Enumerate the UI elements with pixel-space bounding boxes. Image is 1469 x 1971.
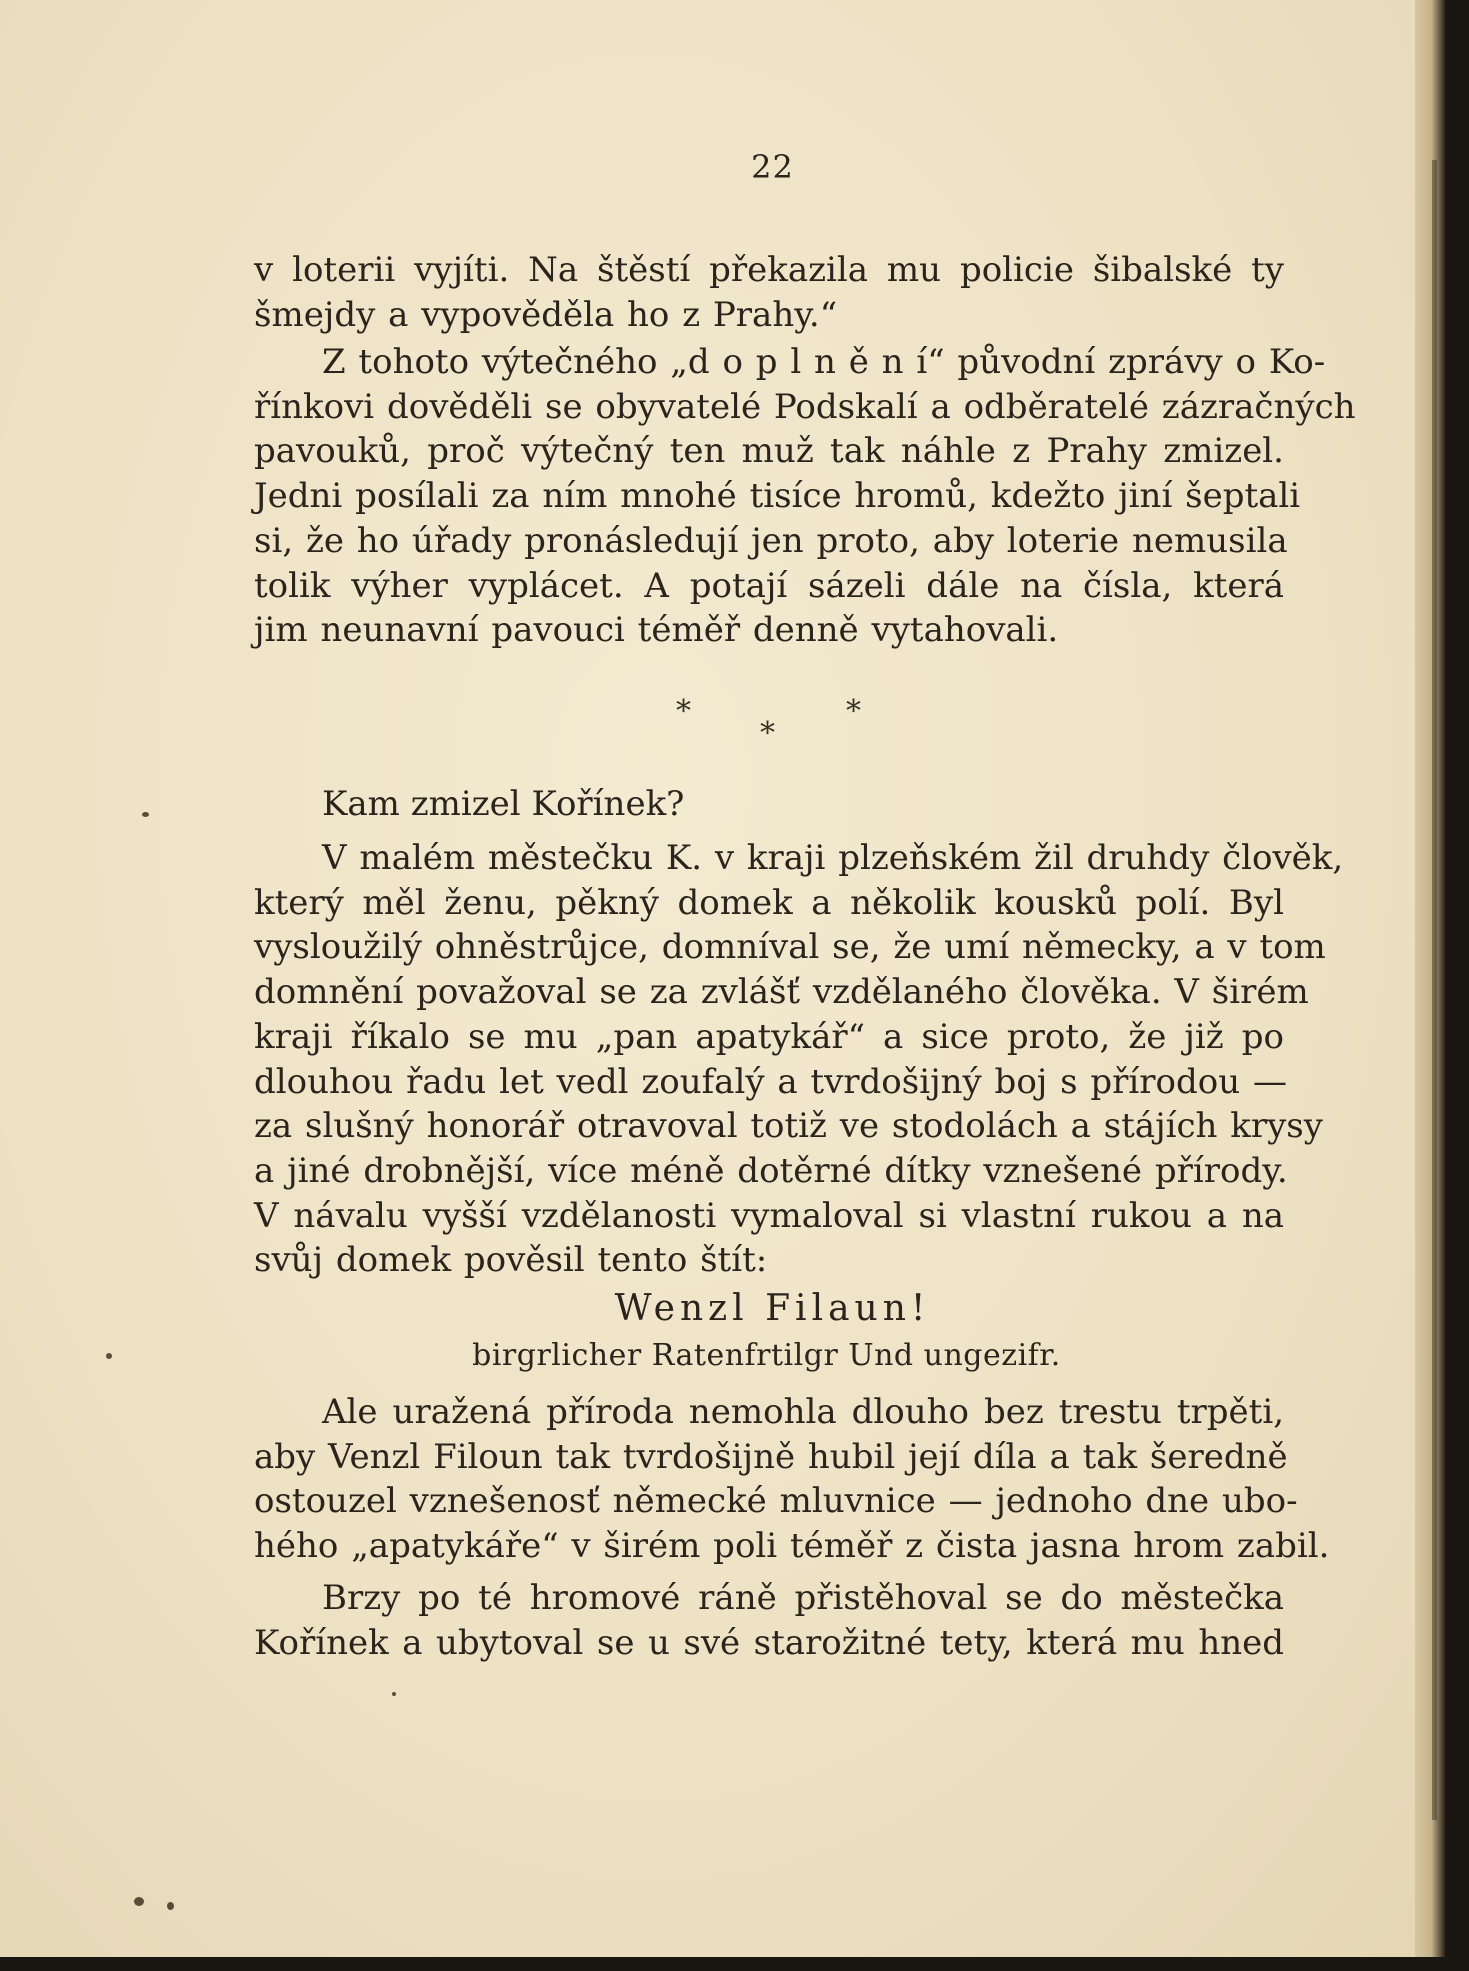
scan-border: [0, 1957, 1469, 1971]
paragraph-4: [254, 1390, 1330, 1569]
text-line: šmejdy a vypověděla ho z Prahy.“: [254, 294, 838, 335]
section-heading: Kam zmizel Kořínek?: [322, 784, 685, 824]
sign-title: Wenzl Filaun!: [614, 1288, 931, 1329]
text-line: pavouků, proč výtečný ten muž tak náhle z Prahy zmizel.: [254, 431, 1284, 472]
text-line: V návalu vyšší vzdělanosti vymaloval si vlastní rukou a na: [254, 1195, 1284, 1236]
text-line: jim neunavní pavouci téměř denně vytahovali.: [254, 610, 1059, 651]
text-line: Ale uražená příroda nemohla dlouho bez trestu trpěti,: [322, 1392, 1284, 1432]
separator-star-bottom: *: [760, 716, 775, 751]
text-line: tolik výher vyplácet. A potají sázeli dále na čísla, která: [254, 565, 1284, 606]
binding-line: [1432, 160, 1437, 1820]
text-line: aby Venzl Filoun tak tvrdošijně hubil její díla a tak šeredně: [254, 1436, 1288, 1477]
paragraph-2: [254, 340, 1356, 653]
page-edge: [1415, 0, 1445, 1958]
paragraph-5: [254, 1576, 1284, 1665]
text-line: svůj domek pověsil tento štít:: [254, 1240, 768, 1281]
paragraph-1: [254, 248, 1284, 337]
paper-speck: [167, 1902, 174, 1910]
separator-star-left: *: [676, 694, 691, 729]
text-line: si, že ho úřady pronásledují jen proto, aby loterie nemusila: [254, 520, 1288, 561]
paper-speck: [392, 1692, 396, 1696]
paper-speck: [142, 812, 149, 817]
text-line: V malém městečku K. v kraji plzeňském žil druhdy člověk,: [322, 838, 1344, 878]
text-line: hého „apatykáře“ v širém poli téměř z čista jasna hrom zabil.: [254, 1526, 1330, 1567]
text-line: ostouzel vznešenosť německé mluvnice — jednoho dne ubo-: [254, 1481, 1298, 1522]
paper-speck: [106, 1353, 112, 1359]
text-line: domnění považoval se za zvlášť vzdělaného člověka. V širém: [254, 972, 1309, 1013]
text-line: řínkovi dověděli se obyvatelé Podskalí a odběratelé zázračných: [254, 386, 1356, 427]
sign-subtitle: birgrlicher Ratenfrtilgr Und ungezifr.: [472, 1338, 1061, 1373]
text-line: za slušný honorář otravoval totiž ve stodolách a stájích krysy: [254, 1106, 1323, 1147]
text-line: Z tohoto výtečného „d o p l n ě n í“ původní zprávy o Ko-: [322, 342, 1326, 382]
text-line: a jiné drobnější, více méně dotěrné dítky vznešené přírody.: [254, 1150, 1288, 1191]
text-line: Brzy po té hromové ráně přistěhoval se do městečka: [322, 1578, 1284, 1618]
text-line: kraji říkalo se mu „pan apatykář“ a sice proto, že již po: [254, 1016, 1284, 1057]
text-line: v loterii vyjíti. Na štěstí překazila mu policie šibalské ty: [254, 250, 1284, 290]
text-line: Kořínek a ubytoval se u své starožitné tety, která mu hned: [254, 1622, 1284, 1663]
text-line: Jedni posílali za ním mnohé tisíce hromů, kdežto jiní šeptali: [254, 476, 1301, 517]
text-line: vysloužilý ohněstrůjce, domníval se, že umí německy, a v tom: [254, 927, 1326, 968]
separator-star-right: *: [846, 694, 861, 729]
text-line: dlouhou řadu let vedl zoufalý a tvrdošijný boj s přírodou —: [254, 1061, 1287, 1102]
paragraph-3: [254, 836, 1344, 1283]
page-number: 22: [751, 148, 794, 186]
paper-speck: [134, 1897, 144, 1906]
text-line: který měl ženu, pěkný domek a několik kousků polí. Byl: [254, 882, 1284, 923]
